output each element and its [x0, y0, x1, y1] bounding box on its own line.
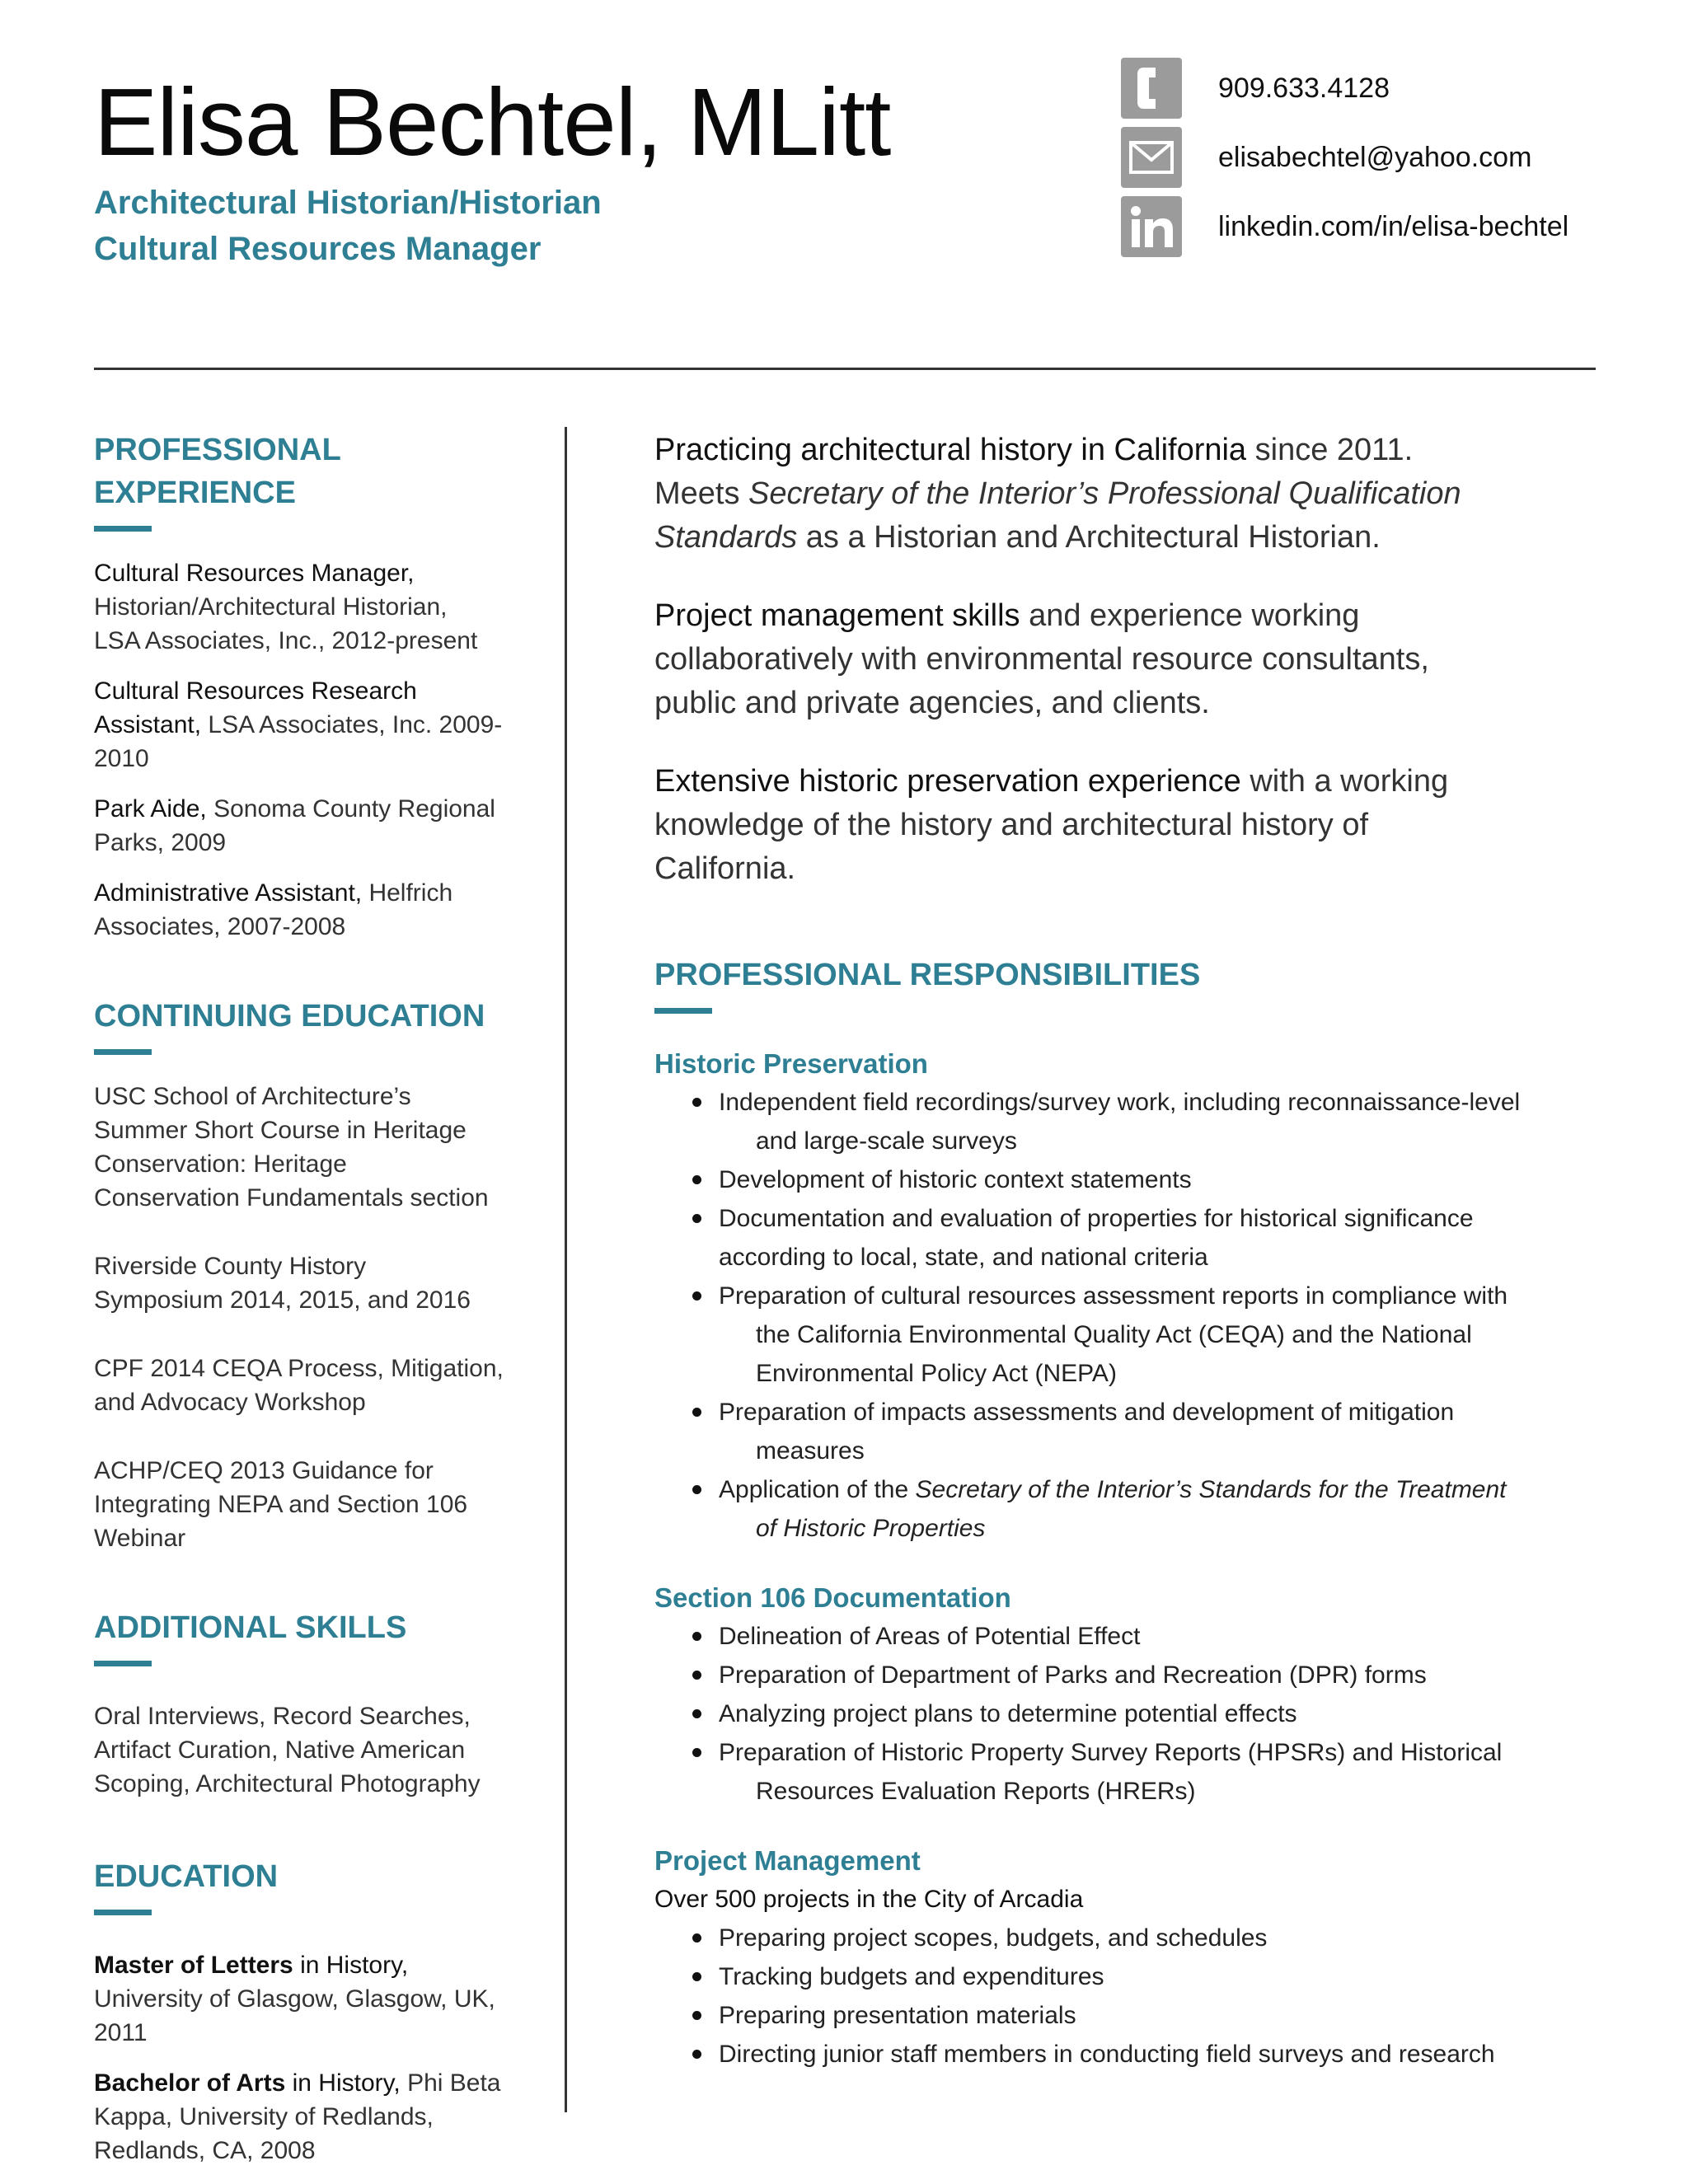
job-title-2: Cultural Resources Manager: [94, 231, 542, 267]
skills-list: Oral Interviews, Record Searches, Artifact Curation, Native American Scoping, Architectural Photography: [94, 1703, 481, 1797]
email-icon: [1121, 127, 1182, 188]
education-heading: EDUCATION: [94, 1859, 279, 1894]
historic-preservation-list: [654, 1083, 1602, 1548]
skills-heading-bar: [94, 1661, 152, 1666]
summary-paragraph: Practicing architectural history in California since 2011. Meets Secretary of the Interior’s Professional Qualification Standards as a Historian and Architectural Historian.: [654, 433, 1461, 555]
education-item: Bachelor of Arts in History, Phi Beta Kappa, University of Redlands, Redlands, CA, 2008: [94, 2069, 501, 2164]
column-divider: [565, 427, 567, 2112]
course-item: Riverside County History Symposium 2014, 2015, and 2016: [94, 1253, 471, 1314]
course-item: USC School of Architecture’s Summer Short Course in Heritage Conservation: Heritage Conservation Fundamentals section: [94, 1083, 489, 1212]
header-divider: [94, 368, 1596, 370]
project-management-list: [654, 1919, 1602, 2074]
job-titles: [94, 180, 602, 272]
contact-linkedin: [1121, 196, 1568, 257]
phone-text[interactable]: 909.633.4128: [1218, 72, 1390, 104]
right-column: [654, 429, 1602, 2074]
experience-item: Cultural Resources Research Assistant, LSA Associates, Inc. 2009- 2010: [94, 677, 503, 772]
section106-list: [654, 1617, 1602, 1811]
responsibilities-heading-bar: [654, 1008, 712, 1014]
education-heading-bar: [94, 1910, 152, 1915]
list-item: Preparation of Department of Parks and Recreation (DPR) forms: [654, 1656, 1602, 1694]
section106-title: Section 106 Documentation: [654, 1582, 1011, 1613]
continuing-education-heading: CONTINUING EDUCATION: [94, 999, 485, 1033]
contact-phone: [1121, 58, 1390, 119]
experience-item: Administrative Assistant, Helfrich Associates, 2007-2008: [94, 879, 453, 940]
list-item: Preparing project scopes, budgets, and schedules: [654, 1919, 1602, 1957]
historic-preservation-title: Historic Preservation: [654, 1048, 928, 1079]
list-item: Preparation of cultural resources assessment reports in compliance with the California Environmental Quality Act (CEQA) and the National Environmental Policy Act (NEPA): [654, 1277, 1602, 1393]
list-item: Development of historic context statements: [654, 1160, 1602, 1199]
list-item: Documentation and evaluation of properties for historical significance according to local, state, and national criteria: [654, 1199, 1602, 1277]
project-management-intro: Over 500 projects in the City of Arcadia: [654, 1886, 1084, 1913]
experience-item: Cultural Resources Manager, Historian/Architectural Historian, LSA Associates, Inc., 2012-present: [94, 560, 478, 654]
left-column: [94, 429, 539, 2168]
candidate-name: Elisa Bechtel, MLitt: [94, 68, 891, 176]
experience-heading: PROFESSIONAL EXPERIENCE: [94, 433, 341, 510]
list-item: Independent field recordings/survey work, including reconnaissance-level and large-scale surveys: [654, 1083, 1602, 1160]
list-item: Delineation of Areas of Potential Effect: [654, 1617, 1602, 1656]
experience-heading-bar: [94, 526, 152, 532]
list-item: Analyzing project plans to determine potential effects: [654, 1694, 1602, 1733]
list-item: Preparing presentation materials: [654, 1996, 1602, 2035]
list-item: Preparation of impacts assessments and development of mitigation measures: [654, 1393, 1602, 1470]
responsibilities-heading: PROFESSIONAL RESPONSIBILITIES: [654, 958, 1201, 992]
list-item: Preparation of Historic Property Survey Reports (HPSRs) and Historical Resources Evaluation Reports (HRERs): [654, 1733, 1602, 1811]
phone-icon: [1121, 58, 1182, 119]
continuing-education-heading-bar: [94, 1049, 152, 1055]
experience-item: Park Aide, Sonoma County Regional Parks, 2009: [94, 795, 495, 856]
skills-heading: ADDITIONAL SKILLS: [94, 1610, 407, 1645]
linkedin-text[interactable]: linkedin.com/in/elisa-bechtel: [1218, 210, 1569, 242]
email-text[interactable]: elisabechtel@yahoo.com: [1218, 141, 1532, 173]
course-item: CPF 2014 CEQA Process, Mitigation, and Advocacy Workshop: [94, 1355, 504, 1416]
summary-paragraph: Project management skills and experience working collaboratively with environmental resource consultants, public and private agencies, and clients.: [654, 598, 1429, 720]
linkedin-icon: [1121, 196, 1182, 257]
job-title-1: Architectural Historian/Historian: [94, 185, 602, 221]
list-item: Directing junior staff members in conducting field surveys and research: [654, 2035, 1602, 2074]
course-item: ACHP/CEQ 2013 Guidance for Integrating NEPA and Section 106 Webinar: [94, 1457, 468, 1552]
education-item: Master of Letters in History, University of Glasgow, Glasgow, UK, 2011: [94, 1952, 495, 2046]
project-management-title: Project Management: [654, 1845, 921, 1876]
summary-paragraph: Extensive historic preservation experience with a working knowledge of the history and architectural history of California.: [654, 764, 1449, 886]
list-item: Tracking budgets and expenditures: [654, 1957, 1602, 1996]
list-item: Application of the Secretary of the Interior’s Standards for the Treatment of Historic Properties: [654, 1470, 1602, 1548]
contact-email: [1121, 127, 1531, 188]
